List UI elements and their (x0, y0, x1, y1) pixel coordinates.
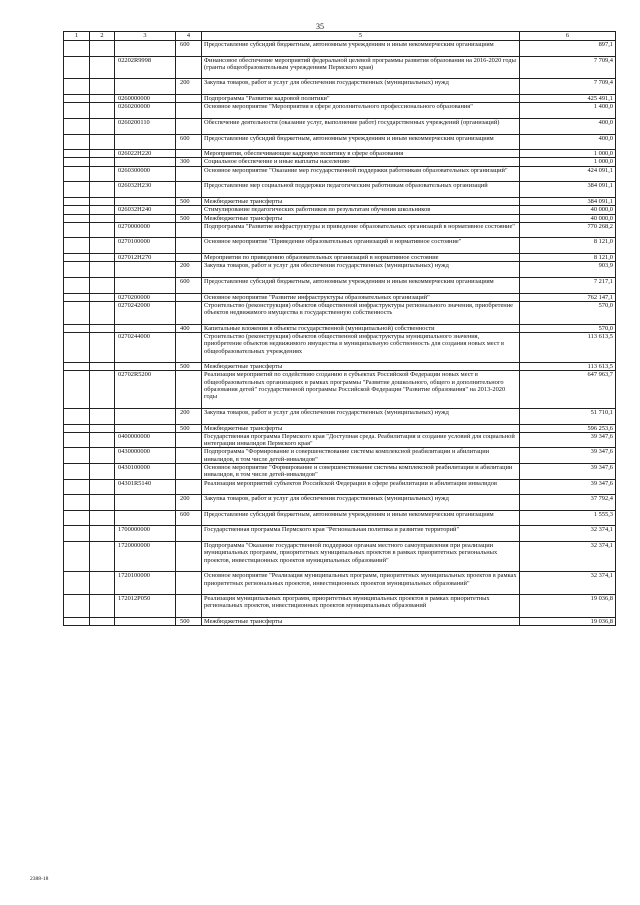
expense-type-cell: 200 (176, 262, 202, 278)
table-row (64, 324, 616, 332)
amount-cell: 39 347,6 (520, 479, 616, 495)
cell-col-2 (90, 424, 115, 432)
cell-col-1 (64, 150, 90, 158)
expense-type-cell: 500 (176, 617, 202, 625)
cell-col-2 (90, 363, 115, 371)
budget-code-cell: 0270244000 (115, 332, 176, 362)
expense-type-cell (176, 479, 202, 495)
item-name-cell: Стимулирование педагогических работников по результатам обучения школьников (202, 206, 520, 214)
expense-type-cell (176, 103, 202, 119)
item-name-cell: Реализация мероприятий субъектов Российской Федерации в сфере реабилитации и абилитации инвалидов (202, 479, 520, 495)
cell-col-2 (90, 150, 115, 158)
amount-cell: 32 374,1 (520, 572, 616, 595)
item-name-cell: Предоставление субсидий бюджетным, автономным учреждениям и иным некоммерческим организациям (202, 277, 520, 293)
cell-col-2 (90, 542, 115, 572)
amount-cell: 384 091,1 (520, 197, 616, 205)
item-name-cell: Межбюджетные трансферты (202, 617, 520, 625)
expense-type-cell (176, 118, 202, 134)
expense-type-cell: 600 (176, 134, 202, 150)
cell-col-2 (90, 448, 115, 464)
page-number: 35 (316, 22, 324, 31)
amount-cell: 8 121,0 (520, 254, 616, 262)
expense-type-cell (176, 448, 202, 464)
item-name-cell: Подпрограмма "Оказание государственной поддержки органам местного самоуправления при реализации муниципальных программ, приоритетных муниципальных проектов в рамках приоритетных региональных проектов, инвестиционных проектов муниципальных образований" (202, 542, 520, 572)
table-row (64, 371, 616, 409)
cell-col-2 (90, 408, 115, 424)
budget-code-cell: 0270200000 (115, 293, 176, 301)
budget-code-cell: 1720000000 (115, 542, 176, 572)
item-name-cell: Строительство (реконструкция) объектов общественной инфраструктуры муниципального значения, приобретение объектов недвижимого имущества в муниципальную собственность для создания новых мест в общеобразовательных учреждениях (202, 332, 520, 362)
item-name-cell: Предоставление субсидий бюджетным, автономным учреждениям и иным некоммерческим организациям (202, 510, 520, 526)
cell-col-2 (90, 595, 115, 618)
amount-cell: 40 000,0 (520, 214, 616, 222)
item-name-cell: Межбюджетные трансферты (202, 197, 520, 205)
amount-cell: 37 792,4 (520, 495, 616, 511)
cell-col-2 (90, 206, 115, 214)
budget-code-cell (115, 617, 176, 625)
amount-cell: 19 036,8 (520, 595, 616, 618)
amount-cell: 762 147,1 (520, 293, 616, 301)
table-row (64, 118, 616, 134)
budget-code-cell (115, 510, 176, 526)
budget-code-cell (115, 495, 176, 511)
cell-col-1 (64, 118, 90, 134)
table-row (64, 166, 616, 182)
cell-col-1 (64, 495, 90, 511)
budget-code-cell (115, 363, 176, 371)
table-row (64, 182, 616, 198)
amount-cell: 647 963,7 (520, 371, 616, 409)
budget-code-cell (115, 408, 176, 424)
cell-col-2 (90, 134, 115, 150)
cell-col-2 (90, 526, 115, 542)
table-row (64, 206, 616, 214)
amount-cell: 570,0 (520, 301, 616, 324)
cell-col-2 (90, 254, 115, 262)
amount-cell: 903,9 (520, 262, 616, 278)
cell-col-1 (64, 479, 90, 495)
budget-code-cell: 1720100000 (115, 572, 176, 595)
header-row (64, 32, 616, 41)
budget-code-cell: 02202R9998 (115, 56, 176, 79)
amount-cell: 8 121,0 (520, 238, 616, 254)
budget-code-cell: 0270242000 (115, 301, 176, 324)
table-row (64, 103, 616, 119)
table-row (64, 95, 616, 103)
budget-code-cell (115, 41, 176, 57)
cell-col-2 (90, 479, 115, 495)
cell-col-2 (90, 495, 115, 511)
item-name-cell: Закупка товаров, работ и услуг для обеспечения государственных (муниципальных) нужд (202, 495, 520, 511)
header-col-2: 2 (90, 32, 115, 41)
table-row (64, 254, 616, 262)
item-name-cell: Межбюджетные трансферты (202, 424, 520, 432)
cell-col-1 (64, 262, 90, 278)
table-row (64, 301, 616, 324)
budget-code-cell: 0260200110 (115, 118, 176, 134)
table-row (64, 277, 616, 293)
header-col-5: 5 (202, 32, 520, 41)
budget-code-cell (115, 158, 176, 166)
cell-col-1 (64, 222, 90, 238)
item-name-cell: Основное мероприятие "Приведение образовательных организаций в нормативное состояние" (202, 238, 520, 254)
item-name-cell: Основное мероприятие "Формирование и совершенствование системы комплексной реабилитации и абилитации инвалидов, в том числе детей-инвалидов" (202, 464, 520, 480)
table-row (64, 150, 616, 158)
cell-col-1 (64, 182, 90, 198)
cell-col-2 (90, 214, 115, 222)
expense-type-cell: 600 (176, 41, 202, 57)
amount-cell: 39 347,6 (520, 448, 616, 464)
amount-cell: 7 217,1 (520, 277, 616, 293)
expense-type-cell: 200 (176, 79, 202, 95)
cell-col-1 (64, 214, 90, 222)
budget-code-cell: 026032Н240 (115, 206, 176, 214)
table-row (64, 408, 616, 424)
table-row (64, 214, 616, 222)
budget-code-cell: 0430100000 (115, 464, 176, 480)
expense-type-cell: 500 (176, 197, 202, 205)
expense-type-cell: 600 (176, 277, 202, 293)
cell-col-1 (64, 277, 90, 293)
cell-col-1 (64, 371, 90, 409)
cell-col-1 (64, 572, 90, 595)
table-row (64, 197, 616, 205)
header-col-1: 1 (64, 32, 90, 41)
amount-cell: 113 613,5 (520, 332, 616, 362)
item-name-cell: Социальное обеспечение и иные выплаты населению (202, 158, 520, 166)
budget-code-cell (115, 79, 176, 95)
cell-col-1 (64, 332, 90, 362)
table-row (64, 363, 616, 371)
item-name-cell: Подпрограмма "Развитие кадровой политики" (202, 95, 520, 103)
budget-code-cell (115, 134, 176, 150)
item-name-cell: Основное мероприятие "Развитие инфраструктуры образовательных организаций" (202, 293, 520, 301)
expense-type-cell (176, 301, 202, 324)
cell-col-2 (90, 293, 115, 301)
item-name-cell: Мероприятия по приведению образовательных организаций в нормативное состояние (202, 254, 520, 262)
cell-col-1 (64, 408, 90, 424)
amount-cell: 570,0 (520, 324, 616, 332)
item-name-cell: Реализация мероприятий по содействию созданию в субъектах Российской Федерации новых мест в общеобразовательных организациях в рамках программы "Развитие дошкольного, общего и дополнительного образования детей" государственной программы Российской Федерации "Развитие образования" на 2013-2020 годы (202, 371, 520, 409)
expense-type-cell (176, 150, 202, 158)
cell-col-2 (90, 464, 115, 480)
budget-code-cell: 0270100000 (115, 238, 176, 254)
amount-cell: 897,1 (520, 41, 616, 57)
table-row (64, 293, 616, 301)
amount-cell: 32 374,1 (520, 526, 616, 542)
expense-type-cell (176, 464, 202, 480)
item-name-cell: Закупка товаров, работ и услуг для обеспечения государственных (муниципальных) нужд (202, 79, 520, 95)
item-name-cell: Строительство (реконструкция) объектов общественной инфраструктуры регионального значения, приобретение объектов недвижимого имущества в государственную собственность (202, 301, 520, 324)
amount-cell: 19 036,8 (520, 617, 616, 625)
item-name-cell: Предоставление мер социальной поддержки педагогическим работникам образовательных организаций (202, 182, 520, 198)
item-name-cell: Закупка товаров, работ и услуг для обеспечения государственных (муниципальных) нужд (202, 408, 520, 424)
budget-code-cell (115, 424, 176, 432)
cell-col-2 (90, 103, 115, 119)
expense-type-cell (176, 332, 202, 362)
cell-col-1 (64, 95, 90, 103)
amount-cell: 32 374,1 (520, 542, 616, 572)
cell-col-2 (90, 158, 115, 166)
table-row (64, 479, 616, 495)
budget-code-cell: 04301R5140 (115, 479, 176, 495)
amount-cell: 596 253,6 (520, 424, 616, 432)
item-name-cell: Межбюджетные трансферты (202, 214, 520, 222)
cell-col-1 (64, 238, 90, 254)
expense-type-cell: 600 (176, 510, 202, 526)
item-name-cell: Закупка товаров, работ и услуг для обеспечения государственных (муниципальных) нужд (202, 262, 520, 278)
cell-col-2 (90, 56, 115, 79)
expense-type-cell: 400 (176, 324, 202, 332)
cell-col-2 (90, 222, 115, 238)
table-row (64, 526, 616, 542)
cell-col-1 (64, 617, 90, 625)
amount-cell: 425 491,1 (520, 95, 616, 103)
cell-col-2 (90, 79, 115, 95)
item-name-cell: Государственная программа Пермского края "Региональная политика и развитие территорий" (202, 526, 520, 542)
cell-col-1 (64, 448, 90, 464)
document-code: 2388-18 (30, 876, 49, 882)
cell-col-2 (90, 166, 115, 182)
amount-cell: 7 709,4 (520, 56, 616, 79)
budget-code-cell (115, 324, 176, 332)
expense-type-cell (176, 166, 202, 182)
item-name-cell: Основное мероприятие "Мероприятия в сфере дополнительного профессионального образования" (202, 103, 520, 119)
item-name-cell: Реализация муниципальных программ, приоритетных муниципальных проектов в рамках приоритетных региональных проектов, инвестиционных проектов муниципальных образований (202, 595, 520, 618)
expense-type-cell (176, 238, 202, 254)
amount-cell: 7 709,4 (520, 79, 616, 95)
table-row (64, 238, 616, 254)
table-row (64, 448, 616, 464)
expense-type-cell (176, 371, 202, 409)
cell-col-1 (64, 301, 90, 324)
table-row (64, 262, 616, 278)
amount-cell: 384 091,1 (520, 182, 616, 198)
item-name-cell: Финансовое обеспечение мероприятий федеральной целевой программы развития образования на 2016-2020 годы (гранты общеобразовательным учреждениям Пермского края) (202, 56, 520, 79)
expense-type-cell: 500 (176, 214, 202, 222)
cell-col-1 (64, 79, 90, 95)
item-name-cell: Государственная программа Пермского края "Доступная среда. Реабилитация и создание условий для социальной интеграции инвалидов Пермского края" (202, 432, 520, 448)
cell-col-1 (64, 134, 90, 150)
cell-col-1 (64, 293, 90, 301)
cell-col-2 (90, 301, 115, 324)
expense-type-cell: 300 (176, 158, 202, 166)
budget-code-cell: 0260200000 (115, 103, 176, 119)
expense-type-cell (176, 56, 202, 79)
table-row (64, 41, 616, 57)
expense-type-cell (176, 595, 202, 618)
table-row (64, 222, 616, 238)
cell-col-1 (64, 363, 90, 371)
amount-cell: 1 555,3 (520, 510, 616, 526)
budget-code-cell: 172012Р050 (115, 595, 176, 618)
amount-cell: 400,0 (520, 134, 616, 150)
item-name-cell: Предоставление субсидий бюджетным, автономным учреждениям и иным некоммерческим организациям (202, 134, 520, 150)
table-row (64, 595, 616, 618)
budget-code-cell (115, 197, 176, 205)
cell-col-2 (90, 197, 115, 205)
cell-col-1 (64, 526, 90, 542)
item-name-cell: Основное мероприятие "Оказание мер государственной поддержки работникам образовательных организаций" (202, 166, 520, 182)
item-name-cell: Межбюджетные трансферты (202, 363, 520, 371)
cell-col-2 (90, 41, 115, 57)
budget-code-cell: 0270000000 (115, 222, 176, 238)
expense-type-cell (176, 572, 202, 595)
table-row (64, 134, 616, 150)
expense-type-cell (176, 542, 202, 572)
cell-col-2 (90, 324, 115, 332)
expense-type-cell: 200 (176, 408, 202, 424)
cell-col-2 (90, 617, 115, 625)
cell-col-1 (64, 103, 90, 119)
amount-cell: 770 268,2 (520, 222, 616, 238)
expense-type-cell (176, 95, 202, 103)
budget-code-cell (115, 214, 176, 222)
budget-code-cell: 0260000000 (115, 95, 176, 103)
cell-col-1 (64, 424, 90, 432)
budget-code-cell: 026032Н230 (115, 182, 176, 198)
cell-col-2 (90, 182, 115, 198)
table-row (64, 617, 616, 625)
cell-col-1 (64, 542, 90, 572)
budget-code-cell: 0400000000 (115, 432, 176, 448)
table-row (64, 424, 616, 432)
item-name-cell: Предоставление субсидий бюджетным, автономным учреждениям и иным некоммерческим организациям (202, 41, 520, 57)
cell-col-1 (64, 510, 90, 526)
cell-col-1 (64, 432, 90, 448)
expense-type-cell (176, 182, 202, 198)
cell-col-1 (64, 197, 90, 205)
table-body (64, 41, 616, 626)
cell-col-1 (64, 595, 90, 618)
amount-cell: 424 091,1 (520, 166, 616, 182)
budget-code-cell: 027012Н270 (115, 254, 176, 262)
table-row (64, 495, 616, 511)
budget-code-cell: 02702R5200 (115, 371, 176, 409)
expense-type-cell (176, 222, 202, 238)
header-col-4: 4 (176, 32, 202, 41)
expense-type-cell (176, 293, 202, 301)
item-name-cell: Капитальные вложения в объекты государственной (муниципальной) собственности (202, 324, 520, 332)
cell-col-2 (90, 262, 115, 278)
cell-col-2 (90, 510, 115, 526)
item-name-cell: Обеспечение деятельности (оказание услуг, выполнение работ) государственных учреждений (организаций) (202, 118, 520, 134)
cell-col-2 (90, 371, 115, 409)
cell-col-2 (90, 572, 115, 595)
table-row (64, 464, 616, 480)
amount-cell: 40 000,0 (520, 206, 616, 214)
budget-code-cell (115, 277, 176, 293)
expense-type-cell: 500 (176, 363, 202, 371)
table-row (64, 542, 616, 572)
header-col-6: 6 (520, 32, 616, 41)
amount-cell: 51 710,1 (520, 408, 616, 424)
cell-col-2 (90, 332, 115, 362)
expense-type-cell (176, 432, 202, 448)
item-name-cell: Основное мероприятие "Реализация муниципальных программ, приоритетных муниципальных проектов в рамках приоритетных региональных проектов, инвестиционных проектов муниципальных образований" (202, 572, 520, 595)
table-row (64, 332, 616, 362)
table-row (64, 510, 616, 526)
amount-cell: 1 000,0 (520, 158, 616, 166)
cell-col-2 (90, 238, 115, 254)
cell-col-2 (90, 95, 115, 103)
cell-col-1 (64, 56, 90, 79)
budget-code-cell: 0260300000 (115, 166, 176, 182)
table-row (64, 158, 616, 166)
cell-col-1 (64, 41, 90, 57)
budget-code-cell: 1700000000 (115, 526, 176, 542)
header-col-3: 3 (115, 32, 176, 41)
cell-col-1 (64, 254, 90, 262)
table-row (64, 572, 616, 595)
table-row (64, 79, 616, 95)
item-name-cell: Мероприятия, обеспечивающие кадровую политику в сфере образования (202, 150, 520, 158)
budget-code-cell (115, 262, 176, 278)
cell-col-2 (90, 277, 115, 293)
cell-col-2 (90, 118, 115, 134)
amount-cell: 1 400,0 (520, 103, 616, 119)
amount-cell: 1 000,0 (520, 150, 616, 158)
table-row (64, 56, 616, 79)
expense-type-cell (176, 526, 202, 542)
cell-col-1 (64, 158, 90, 166)
cell-col-1 (64, 324, 90, 332)
expense-type-cell: 500 (176, 424, 202, 432)
amount-cell: 113 613,5 (520, 363, 616, 371)
item-name-cell: Подпрограмма "Формирование и совершенствование системы комплексной реабилитации и абилитации инвалидов, в том числе детей-инвалидов" (202, 448, 520, 464)
cell-col-1 (64, 206, 90, 214)
budget-code-cell: 0430000000 (115, 448, 176, 464)
table-row (64, 432, 616, 448)
amount-cell: 39 347,6 (520, 432, 616, 448)
budget-code-cell: 026022Н220 (115, 150, 176, 158)
expense-type-cell (176, 254, 202, 262)
cell-col-1 (64, 166, 90, 182)
item-name-cell: Подпрограмма "Развитие инфраструктуры и приведение образовательных организаций в нормативное состояние" (202, 222, 520, 238)
expense-type-cell: 200 (176, 495, 202, 511)
expense-type-cell (176, 206, 202, 214)
budget-table (63, 31, 616, 626)
amount-cell: 39 347,6 (520, 464, 616, 480)
cell-col-1 (64, 464, 90, 480)
cell-col-2 (90, 432, 115, 448)
amount-cell: 400,0 (520, 118, 616, 134)
